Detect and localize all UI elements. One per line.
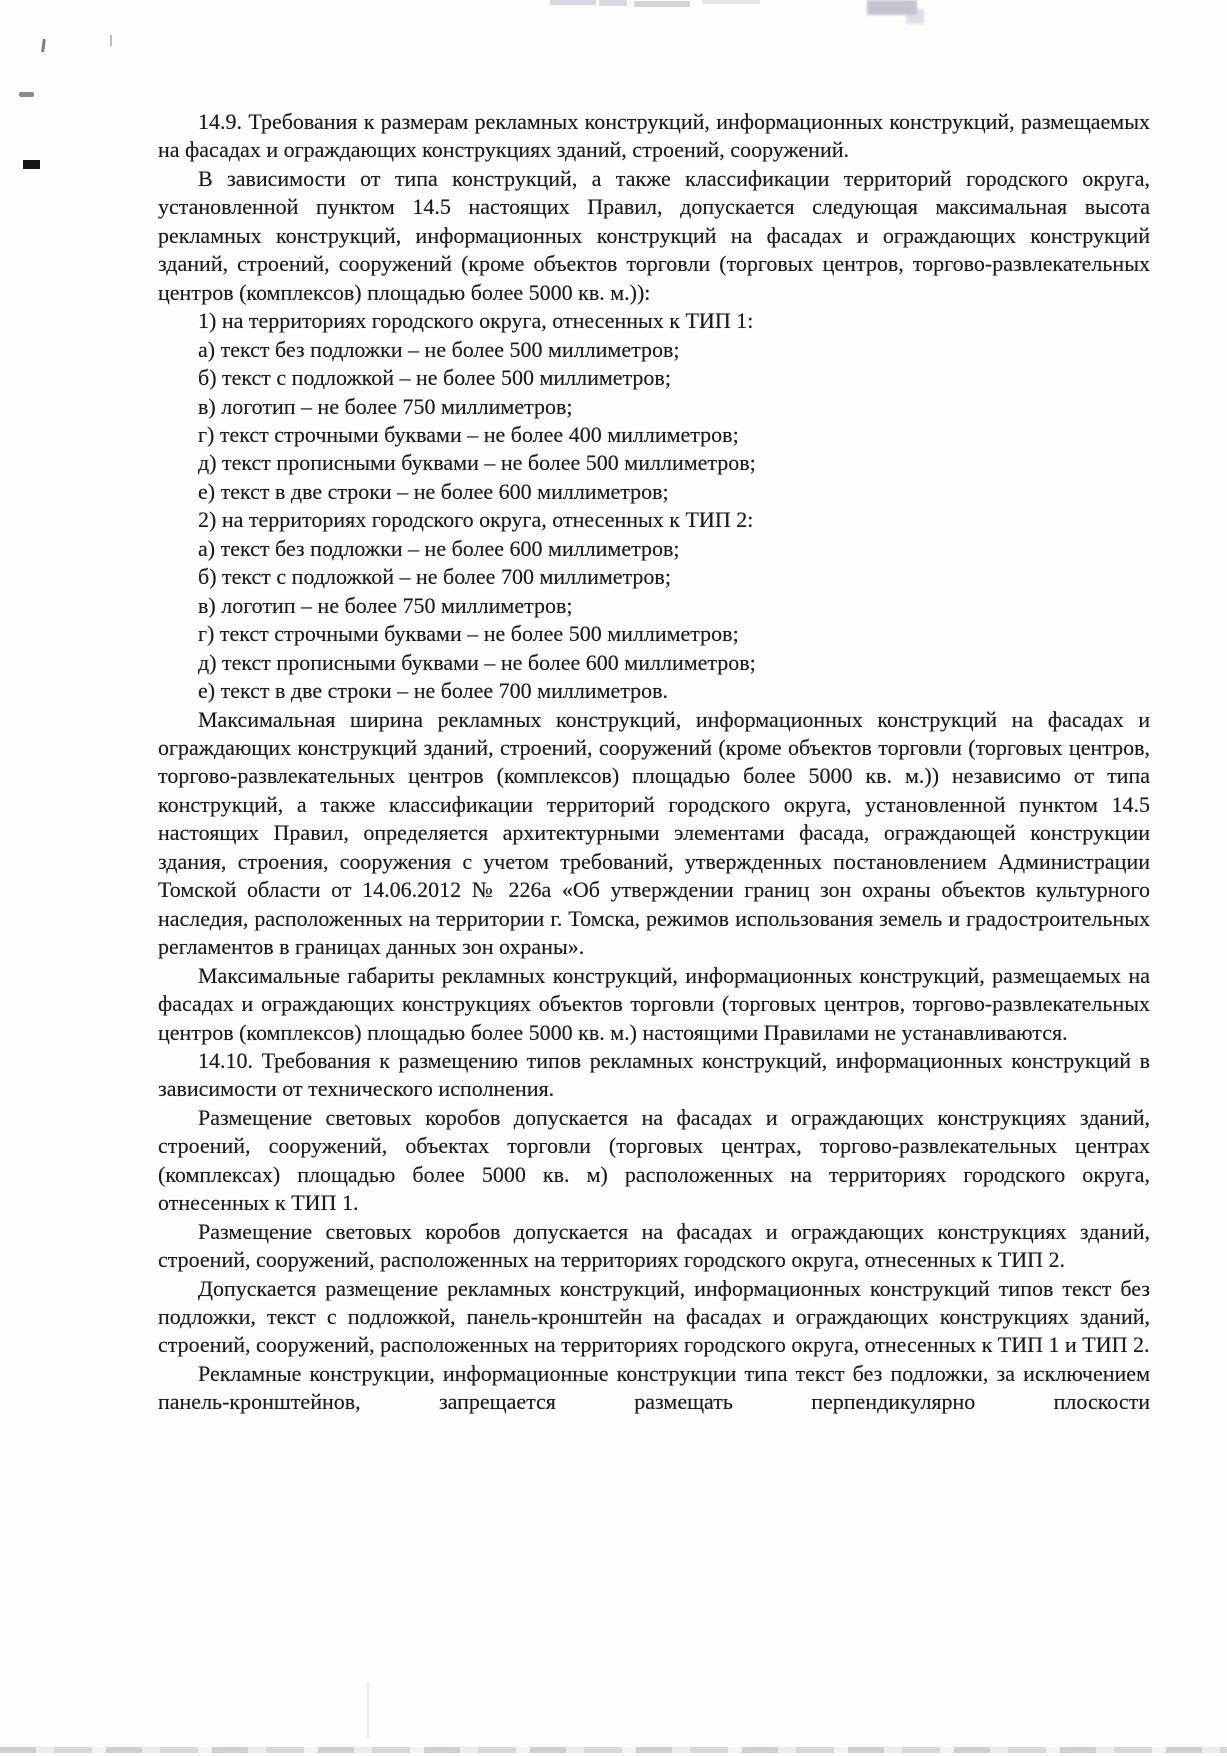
scan-smudge xyxy=(599,0,627,6)
list-item-tip2-e: е) текст в две строки – не более 700 миллиметров. xyxy=(198,678,669,704)
scan-streak xyxy=(367,1682,369,1738)
list-item-tip1: 1) на территориях городского округа, отнесенных к ТИП 1: xyxy=(198,308,754,334)
document-text-block xyxy=(158,108,1150,1417)
list-item-tip2-d: д) текст прописными буквами – не более 600 миллиметров; xyxy=(198,649,756,675)
scanner-edge-band xyxy=(0,1747,1227,1753)
list-item-tip2-a: а) текст без подложки – не более 600 миллиметров; xyxy=(198,535,680,561)
list-item-tip1-b: б) текст с подложкой – не более 500 миллиметров; xyxy=(198,365,671,391)
margin-mark xyxy=(110,35,112,46)
para-14-10-heading: 14.10. Требования к размещению типов рекламных конструкций, информационных конструкций в зависимости от технического исполнения. xyxy=(158,1047,1150,1102)
scan-smudge xyxy=(906,9,924,24)
margin-mark xyxy=(41,39,46,52)
para-max-height-intro: В зависимости от типа конструкций, а также классификации территорий городского округа, установленной пунктом 14.5 настоящих Правил, допускается следующая максимальная высота рекламных конструкций, информационных конструкций на фасадах и ограждающих конструкций зданий, строений, сооружений (кроме объектов торговли (торговых центров, торгово-развлекательных центров (комплексов) площадью более 5000 кв. м.)): xyxy=(158,165,1150,305)
para-max-width: Максимальная ширина рекламных конструкций, информационных конструкций на фасадах и ограждающих конструкций зданий, строений, сооружений (кроме объектов торговли (торговых центров, торгово-развлекательных центров (комплексов) площадью более 5000 кв. м.)) независимо от типа конструкций, а также классификации территорий городского округа, установленной пунктом 14.5 настоящих Правил, определяется архитектурными элементами фасада, ограждающей конструкции здания, строения, сооружения с учетом требований, утвержденных постановлением Администрации Томской области от 14.06.2012 № 226а «Об утверждении границ зон охраны объектов культурного наследия, расположенных на территории г. Томска, режимов использования земель и градостроительных регламентов в границах данных зон охраны». xyxy=(158,706,1150,960)
scan-smudge xyxy=(634,1,690,7)
list-item-tip1-g: г) текст строчными буквами – не более 400 миллиметров; xyxy=(198,421,739,447)
para-max-gabarity: Максимальные габариты рекламных конструкций, информационных конструкций, размещаемых на фасадах и ограждающих конструкциях объектов торговли (торговых центров, торгово-развлекательных центров (комплексов) площадью более 5000 кв. м.) настоящими Правилами не устанавливаются. xyxy=(158,962,1150,1045)
scan-smudge xyxy=(867,0,917,15)
list-item-tip2-b: б) текст с подложкой – не более 700 миллиметров; xyxy=(198,564,671,590)
list-item-tip2: 2) на территориях городского округа, отнесенных к ТИП 2: xyxy=(198,507,754,533)
scan-smudge xyxy=(550,0,596,5)
list-item-tip1-e: е) текст в две строки – не более 600 миллиметров; xyxy=(198,478,669,504)
list-item-tip1-a: а) текст без подложки – не более 500 миллиметров; xyxy=(198,336,680,362)
list-item-tip2-v: в) логотип – не более 750 миллиметров; xyxy=(198,592,573,618)
margin-mark xyxy=(19,92,34,97)
list-item-tip2-g: г) текст строчными буквами – не более 500 миллиметров; xyxy=(198,621,739,647)
list-item-tip1-v: в) логотип – не более 750 миллиметров; xyxy=(198,393,573,419)
scan-smudge xyxy=(702,0,760,4)
para-light-boxes-tip1: Размещение световых коробов допускается на фасадах и ограждающих конструкциях зданий, строений, сооружений, объектах торговли (торговых центрах, торгово-развлекательных центрах (комплексах) площадью более 5000 кв. м) расположенных на территориях городского округа, отнесенных к ТИП 1. xyxy=(158,1104,1150,1216)
margin-mark xyxy=(23,160,40,169)
list-item-tip1-d: д) текст прописными буквами – не более 500 миллиметров; xyxy=(198,450,756,476)
para-no-backing-restriction: Рекламные конструкции, информационные конструкции типа текст без подложки, за исключением панель-кронштейнов, запрещается размещать перпендикулярно плоскости xyxy=(158,1360,1150,1415)
para-light-boxes-tip2: Размещение световых коробов допускается на фасадах и ограждающих конструкциях зданий, строений, сооружений, расположенных на территориях городского округа, отнесенных к ТИП 2. xyxy=(158,1218,1150,1273)
para-allowed-types: Допускается размещение рекламных конструкций, информационных конструкций типов текст без подложки, текст с подложкой, панель-кронштейн на фасадах и ограждающих конструкциях зданий, строений, сооружений, расположенных на территориях городского округа, отнесенных к ТИП 1 и ТИП 2. xyxy=(158,1275,1150,1358)
para-14-9-heading: 14.9. Требования к размерам рекламных конструкций, информационных конструкций, размещаемых на фасадах и ограждающих конструкциях зданий, строений, сооружений. xyxy=(158,109,1150,163)
